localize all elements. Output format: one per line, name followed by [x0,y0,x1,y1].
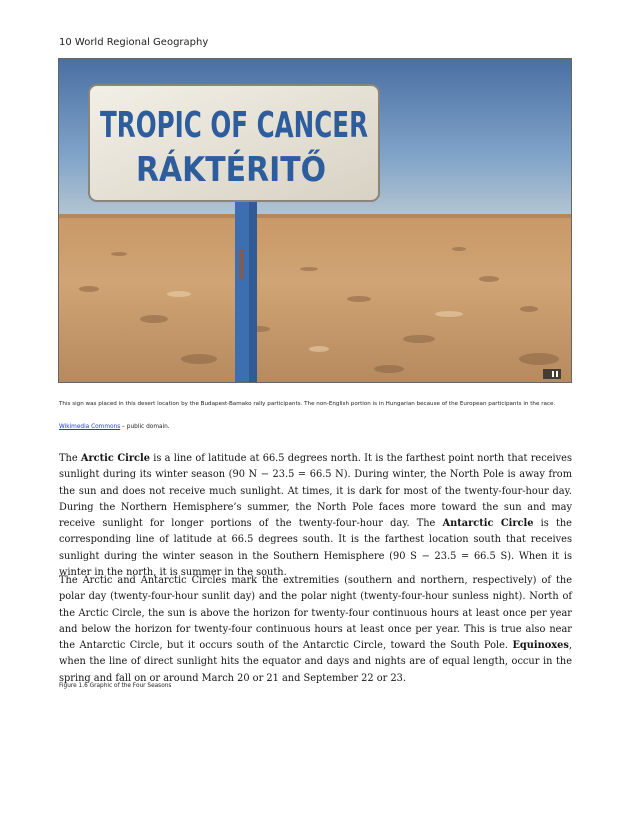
text-run: , when the line of direct sunlight hits the equator and days and nights are of equal length, occur in the spring and fall on or around March 20 or 21 and September 22 or 23. [59,640,572,684]
text-run: is a line of latitude at 66.5 degrees north. It is the farthest point north that receives sunlight during its winter season (90 N − 23.5 = 66.5 N). During winter, the North Pole is away from the sun and does not receive much sunlight. At times, it is dark for most of the twenty-four-hour day. During the Northern Hemisphere’s summer, the North Pole faces more toward the sun and may receive sunlight for longer portions of the twenty-four-hour day. The [59,453,572,530]
sign-text-line1: TROPIC OF CANCER [100,105,368,146]
paragraph-polar-day-night [59,573,572,687]
text-run: The [59,453,81,464]
tropic-sign-photo [58,58,572,383]
desert-sand [59,214,572,383]
photo-credit [59,424,170,430]
credit-license: – public domain. [120,424,170,430]
wikimedia-commons-link[interactable]: Wikimedia Commons [59,424,121,430]
term-antarctic-circle: Antarctic Circle [442,518,534,530]
term-equinoxes: Equinoxes [512,640,569,652]
sign-text-line2: RÁKTÉRITŐ [136,150,353,190]
paragraph-arctic-circle [59,451,572,581]
photo-caption: This sign was placed in this desert location by the Budapest-Bamako rally participants. The non-English portion is in Hungarian because of the European participants in the race. [59,401,556,407]
page-header: 10 World Regional Geography [59,37,209,48]
text-run: The Arctic and Antarctic Circles mark the extremities (southern and northern, respectively) of the polar day (twenty-four-hour sunlit day) and the polar night (twenty-four-hour sunless night). North of the Arctic Circle, the sun is above the horizon for twenty-four continuous hours at least once per year and below the horizon for twenty-four continuous hours at least once per year. This is true also near the Antarctic Circle, but it occurs south of the Antarctic Circle, toward the South Pole. [59,575,572,652]
figure-label: Figure 1.6 Graphic of the Four Seasons [59,683,172,689]
photo-illustration [59,59,572,383]
term-arctic-circle: Arctic Circle [80,453,150,464]
text-run: is the corresponding line of latitude at 66.5 degrees south. It is the farthest location south that receives sunlight during the winter season in the Southern Hemisphere (90 S − 23.5 = 66.5 S). When it is winter in the north, it is summer in the south. [59,518,572,579]
